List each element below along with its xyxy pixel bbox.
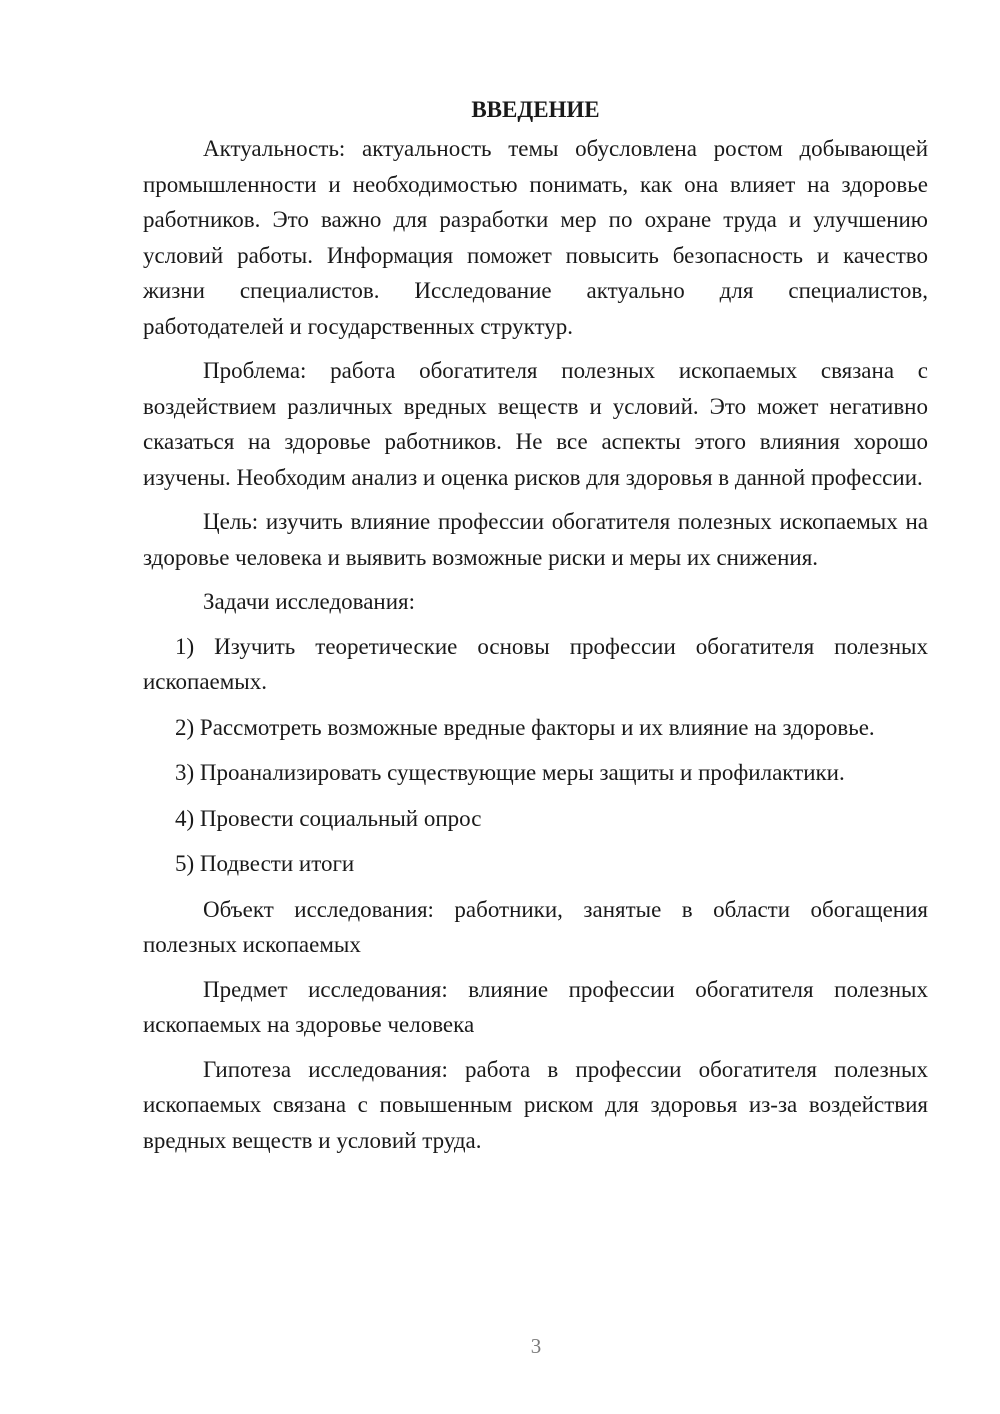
tasks-heading: Задачи исследования: xyxy=(203,589,416,614)
task-item-4: 4) Провести социальный опрос xyxy=(175,805,482,831)
task-item-5: 5) Подвести итоги xyxy=(175,851,355,876)
task-item-2: 2) Рассмотреть возможные вредные факторы и их влияние на здоровье. xyxy=(175,714,875,740)
hypothesis-paragraph: Гипотеза исследования: работа в профессии обогатителя полезных ископаемых связана с повышенным риском для здоровья из-за воздействия вредных веществ и условий труда. xyxy=(143,1056,928,1153)
relevance-paragraph: Актуальность: актуальность темы обусловлена ростом добывающей промышленности и необходимостью понимать, как она влияет на здоровье работников. Это важно для разработки мер по охране труда и улучшению условий работы. Информация поможет повысить безопасность и качество жизни специалистов. Исследование актуально для специалистов, работодателей и государственных структур. xyxy=(143,136,928,339)
task-item-1: 1) Изучить теоретические основы профессии обогатителя полезных ископаемых. xyxy=(143,633,928,694)
problem-paragraph: Проблема: работа обогатителя полезных ископаемых связана с воздействием различных вредных веществ и условий. Это может негативно сказаться на здоровье работников. Не все аспекты этого влияния хорошо изучены. Необходим анализ и оценка рисков для здоровья в данной профессии. xyxy=(143,358,928,490)
task-item-3: 3) Проанализировать существующие меры защиты и профилактики. xyxy=(175,760,845,785)
object-paragraph: Объект исследования: работники, занятые в области обогащения полезных ископаемых xyxy=(143,896,928,957)
goal-paragraph: Цель: изучить влияние профессии обогатителя полезных ископаемых на здоровье человека и выявить возможные риски и меры их снижения. xyxy=(143,509,928,570)
page-number: 3 xyxy=(530,1334,542,1358)
section-title: ВВЕДЕНИЕ xyxy=(471,97,600,122)
subject-paragraph: Предмет исследования: влияние профессии обогатителя полезных ископаемых на здоровье человека xyxy=(143,976,928,1037)
document-body xyxy=(143,96,928,1167)
